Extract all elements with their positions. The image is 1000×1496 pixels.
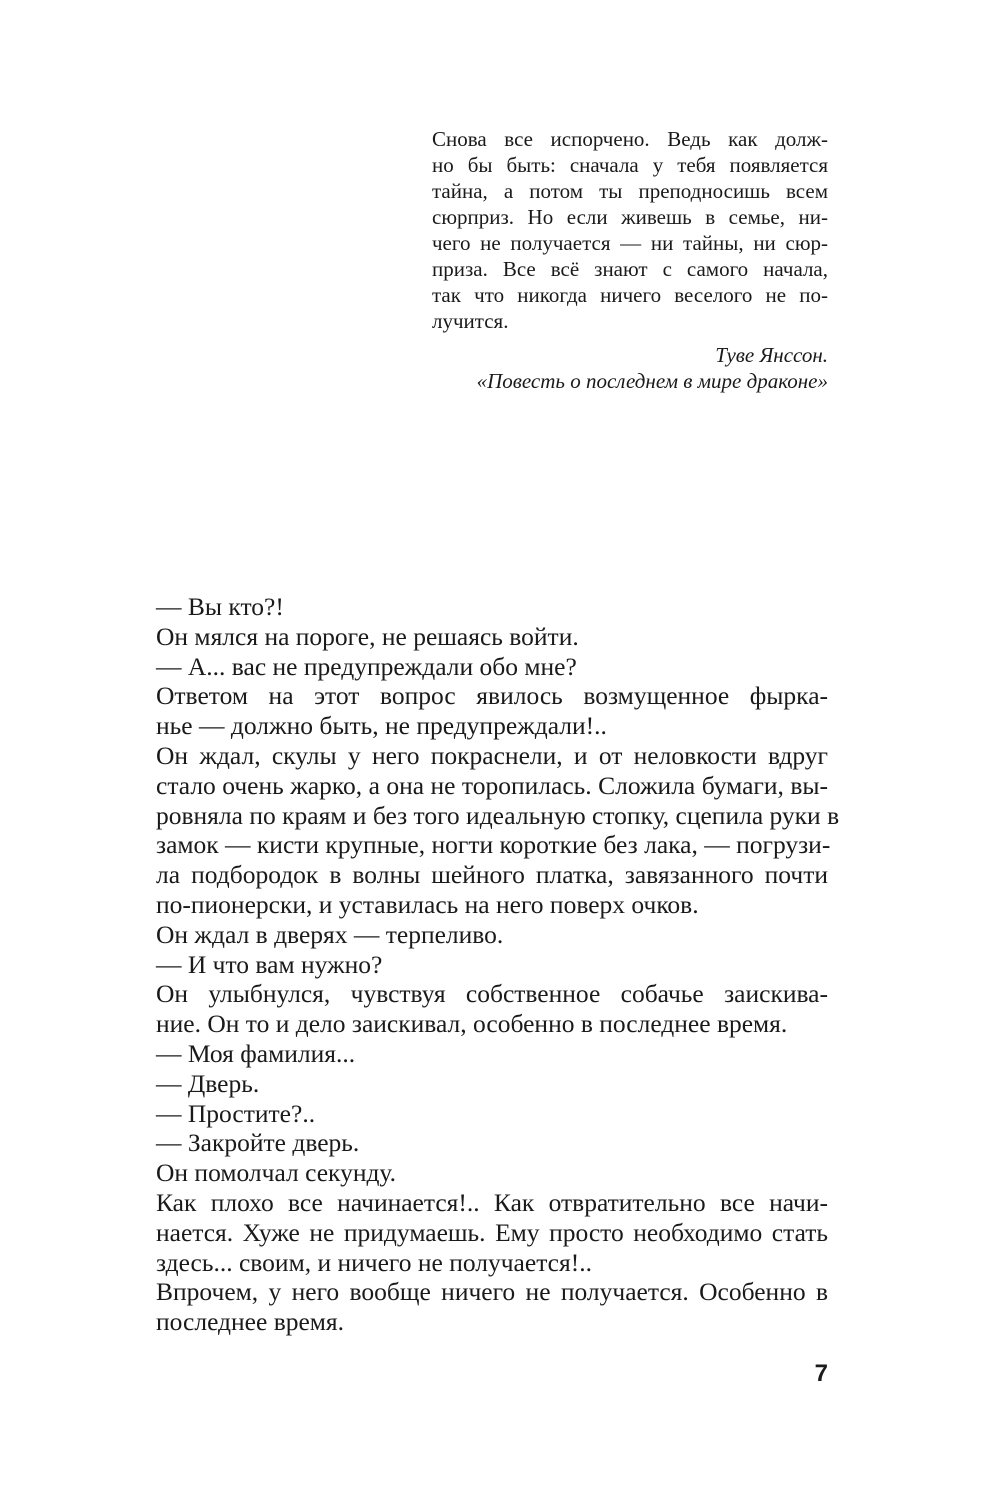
- body-line: Он ждал, скулы у него покраснели, и от неловкости вдруг: [156, 740, 828, 770]
- body-line: Он улыбнулся, чувствуя собственное собачье заискива-: [156, 979, 828, 1009]
- body-line: Как плохо все начинается!.. Как отвратительно все начи-: [156, 1187, 828, 1217]
- epigraph-source: «Повесть о последнем в мире драконе»: [476, 369, 828, 393]
- epigraph-attribution: [432, 342, 828, 394]
- epigraph: [432, 126, 828, 334]
- body-line: Ответом на этот вопрос явилось возмущенное фырка-: [156, 681, 828, 711]
- body-line: по-пионерски, и уставилась на него поверх очков.: [156, 889, 699, 919]
- body-line: замок — кисти крупные, ногти короткие без лака, — погрузи-: [156, 830, 831, 860]
- body-line: Он помолчал секунду.: [156, 1158, 397, 1188]
- epigraph-author: Туве Янссон.: [715, 343, 828, 367]
- body-line: ние. Он то и дело заискивал, особенно в последнее время.: [156, 1009, 788, 1039]
- body-line: — Вы кто?!: [156, 592, 284, 621]
- body-line: — Закройте дверь.: [156, 1128, 360, 1158]
- body-line: последнее время.: [156, 1307, 345, 1337]
- body-line: — А... вас не предупреждали обо мне?: [156, 651, 577, 681]
- body-line: стало очень жарко, а она не торопилась. Сложила бумаги, вы-: [156, 770, 828, 800]
- epigraph-line: тайна, а потом ты преподносишь всем: [432, 179, 828, 203]
- epigraph-line: приза. Все всё знают с самого начала,: [432, 257, 828, 281]
- body-line: Впрочем, у него вообще ничего не получается. Особенно в: [156, 1277, 828, 1307]
- epigraph-line: сюрприз. Но если живешь в семье, ни-: [432, 205, 828, 229]
- body-line: нается. Хуже не придумаешь. Ему просто необходимо стать: [156, 1217, 828, 1247]
- page-number: 7: [814, 1360, 828, 1387]
- body-line: — Простите?..: [156, 1098, 316, 1128]
- body-line: — Моя фамилия...: [156, 1038, 356, 1068]
- body-line: ла подбородок в волны шейного платка, завязанного почти: [156, 860, 828, 890]
- epigraph-line: но бы быть: сначала у тебя появляется: [432, 153, 828, 177]
- body-text: [156, 592, 840, 1337]
- epigraph-line: лучится.: [432, 309, 509, 333]
- body-line: ровняла по краям и без того идеальную стопку, сцепила руки в: [156, 800, 840, 830]
- body-line: Он ждал в дверях — терпеливо.: [156, 919, 504, 949]
- epigraph-line: чего не получается — ни тайны, ни сюр-: [432, 231, 828, 255]
- body-line: — Дверь.: [156, 1068, 260, 1098]
- body-line: — И что вам нужно?: [156, 949, 383, 979]
- body-line: нье — должно быть, не предупреждали!..: [156, 711, 607, 741]
- body-line: Он мялся на пороге, не решаясь войти.: [156, 621, 579, 651]
- epigraph-line: Снова все испорчено. Ведь как долж-: [432, 127, 828, 151]
- body-line: здесь... своим, и ничего не получается!..: [156, 1247, 592, 1277]
- epigraph-line: так что никогда ничего веселого не по-: [432, 283, 828, 307]
